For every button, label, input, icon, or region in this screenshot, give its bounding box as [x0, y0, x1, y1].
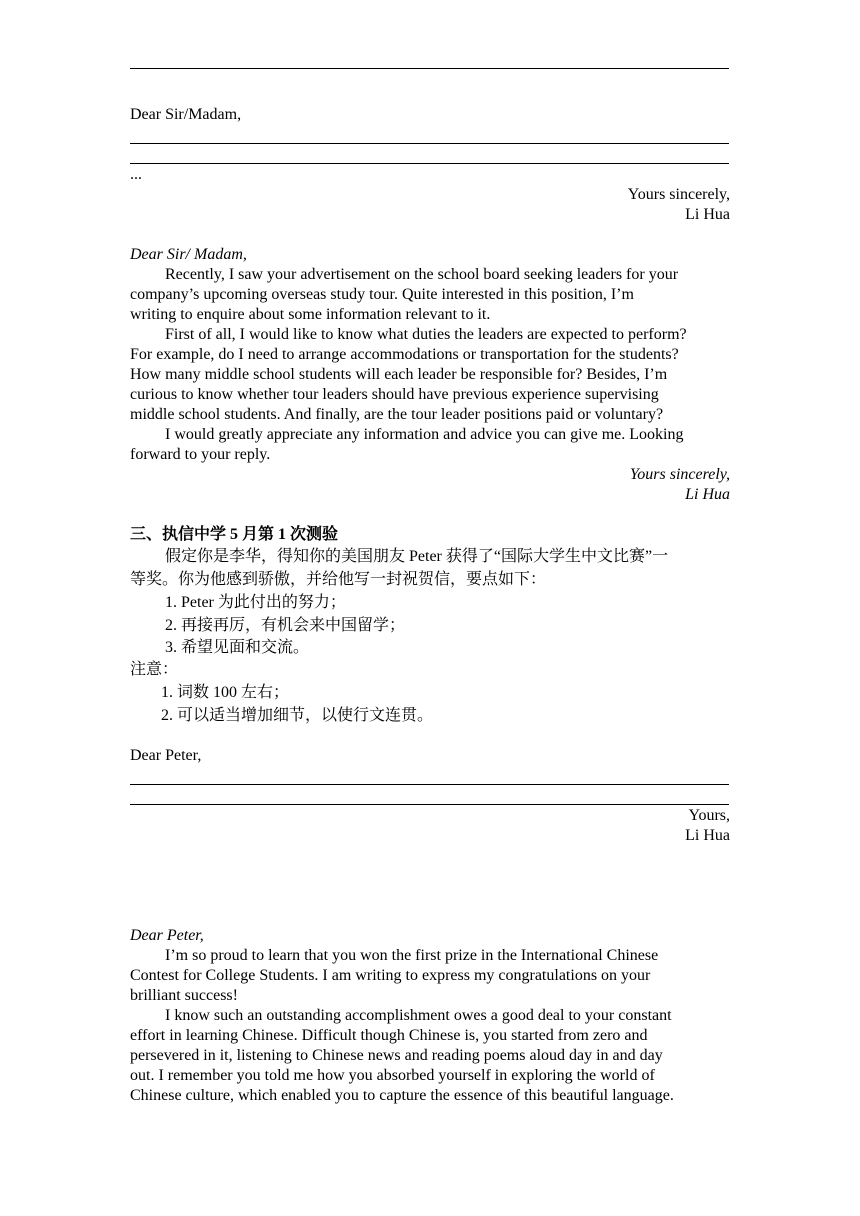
writing-line	[130, 804, 729, 805]
template-2-greeting: Dear Peter,	[130, 747, 202, 764]
sample-2-line: brilliant success!	[130, 987, 238, 1004]
section-3-prompt: 等奖。你为他感到骄傲，并给他写一封祝贺信，要点如下：	[130, 571, 547, 588]
template-1-ellipsis: ...	[130, 166, 142, 183]
sample-1-line: curious to know whether tour leaders should have previous experience supervising	[130, 386, 659, 403]
sample-1-line: Recently, I saw your advertisement on the school board seeking leaders for your	[165, 266, 679, 283]
sample-2-line: Contest for College Students. I am writing to express my congratulations on your	[130, 967, 651, 984]
sample-1-line: For example, do I need to arrange accommodations or transportation for the students?	[130, 346, 679, 363]
sample-2-line: out. I remember you told me how you absorbed yourself in exploring the world of	[130, 1067, 655, 1084]
sample-1-signature: Li Hua	[685, 486, 730, 503]
section-3-prompt: 假定你是李华，得知你的美国朋友 Peter 获得了“国际大学生中文比赛”一	[165, 548, 669, 565]
sample-1-line: forward to your reply.	[130, 446, 271, 463]
top-rule	[130, 68, 729, 69]
section-3-point: 3. 希望见面和交流。	[165, 639, 310, 656]
section-3-point: 1. Peter 为此付出的努力；	[165, 594, 346, 611]
template-1-closing: Yours sincerely,	[627, 186, 730, 203]
sample-2-line: I’m so proud to learn that you won the first prize in the International Chinese	[165, 947, 659, 964]
section-3-heading: 三、执信中学 5 月第 1 次测验	[130, 526, 339, 543]
writing-line	[130, 163, 729, 164]
sample-2-line: persevered in it, listening to Chinese news and reading poems aloud day in and day	[130, 1047, 663, 1064]
section-3-notes-label: 注意：	[130, 661, 179, 678]
sample-2-greeting: Dear Peter,	[130, 927, 204, 944]
section-3-note: 1. 词数 100 左右；	[161, 684, 290, 701]
sample-1-line: First of all, I would like to know what duties the leaders are expected to perform?	[165, 326, 687, 343]
sample-1-line: middle school students. And finally, are the tour leader positions paid or voluntary?	[130, 406, 664, 423]
writing-line	[130, 143, 729, 144]
writing-line	[130, 784, 729, 785]
sample-2-line: effort in learning Chinese. Difficult though Chinese is, you started from zero and	[130, 1027, 648, 1044]
template-1-signature: Li Hua	[685, 206, 730, 223]
sample-1-line: How many middle school students will each leader be responsible for? Besides, I’m	[130, 366, 668, 383]
template-1-greeting: Dear Sir/Madam,	[130, 106, 242, 123]
sample-2-line: Chinese culture, which enabled you to capture the essence of this beautiful language.	[130, 1087, 674, 1104]
section-3-point: 2. 再接再厉，有机会来中国留学；	[165, 617, 406, 634]
sample-1-line: I would greatly appreciate any information and advice you can give me. Looking	[165, 426, 684, 443]
template-2-signature: Li Hua	[685, 827, 730, 844]
sample-2-line: I know such an outstanding accomplishment owes a good deal to your constant	[165, 1007, 672, 1024]
template-2-closing: Yours,	[688, 807, 730, 824]
sample-1-greeting: Dear Sir/ Madam,	[130, 246, 247, 263]
section-3-note: 2. 可以适当增加细节，以使行文连贯。	[161, 707, 434, 724]
sample-1-line: company’s upcoming overseas study tour. Quite interested in this position, I’m	[130, 286, 634, 303]
sample-1-line: writing to enquire about some information relevant to it.	[130, 306, 491, 323]
sample-1-closing: Yours sincerely,	[629, 466, 730, 483]
